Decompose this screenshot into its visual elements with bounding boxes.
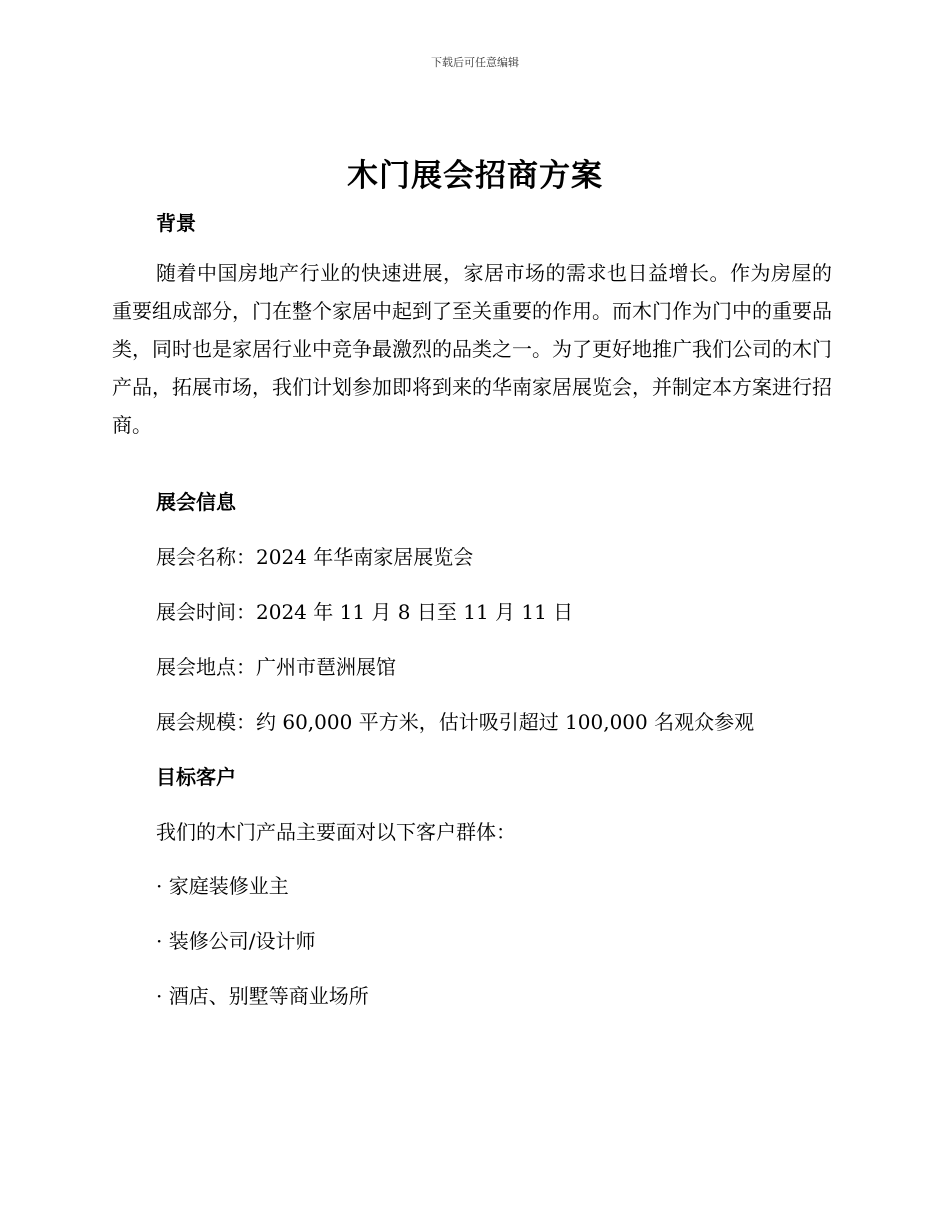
section-heading-background: 背景 — [156, 211, 196, 235]
exhibition-scale: 展会规模：约 60,000 平方米，估计吸引超过 100,000 名观众参观 — [156, 710, 755, 734]
exhibition-name: 展会名称：2024 年华南家居展览会 — [156, 545, 474, 569]
list-item: · 酒店、别墅等商业场所 — [156, 984, 369, 1008]
customers-intro: 我们的木门产品主要面对以下客户群体： — [156, 820, 516, 844]
section-heading-exhibition: 展会信息 — [156, 490, 236, 514]
list-item: · 家庭装修业主 — [156, 874, 289, 898]
document-title: 木门展会招商方案 — [347, 158, 603, 194]
header-note: 下载后可任意编辑 — [431, 56, 519, 69]
exhibition-location: 展会地点：广州市琶洲展馆 — [156, 655, 396, 679]
list-item: · 装修公司/设计师 — [156, 929, 316, 953]
exhibition-time: 展会时间：2024 年 11 月 8 日至 11 月 11 日 — [156, 600, 574, 624]
background-paragraph: 随着中国房地产行业的快速进展，家居市场的需求也日益增长。作为房屋的重要组成部分，门在整个家居中起到了至关重要的作用。而木门作为门中的重要品类，同时也是家居行业中竞争最激烈的品类之一。为了更好地推广我们公司的木门产品，拓展市场，我们计划参加即将到来的华南家居展览会，并制定本方案进行招商。 — [112, 261, 832, 437]
section-heading-customers: 目标客户 — [156, 765, 236, 789]
